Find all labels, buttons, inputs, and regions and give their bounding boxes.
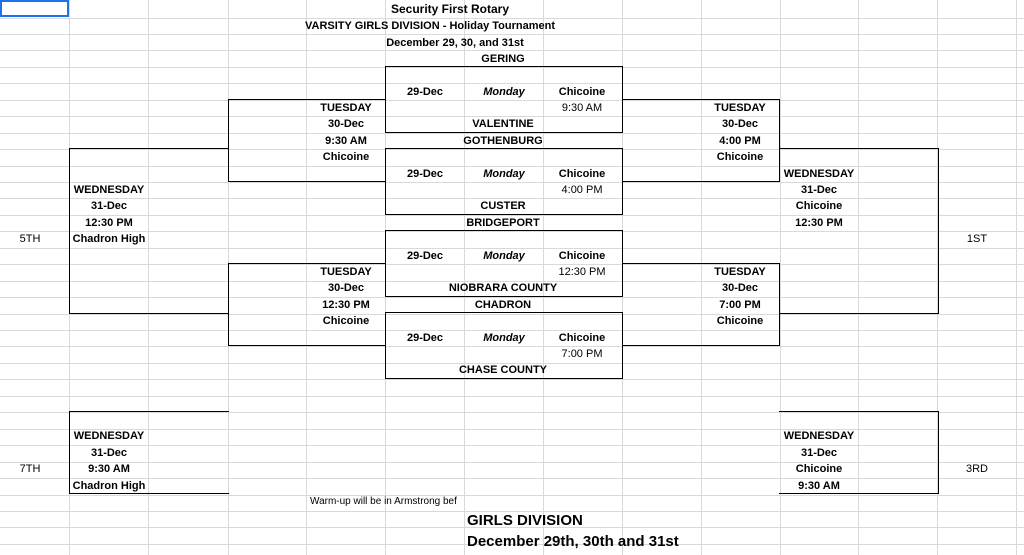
seventh-time: 9:30 AM	[88, 463, 130, 475]
fifth-place-label: 5TH	[19, 233, 41, 245]
semis-rb-site: Chicoine	[716, 315, 764, 327]
game1-time: 9:30 AM	[561, 102, 603, 114]
game3-time: 12:30 PM	[558, 266, 606, 278]
seventh-site: Chadron High	[72, 480, 146, 492]
fifth-place-box	[69, 148, 229, 314]
game4-time: 7:00 PM	[561, 348, 603, 360]
sheet-title: Security First Rotary	[390, 2, 510, 16]
fifth-time: 12:30 PM	[85, 217, 133, 229]
third-date: 31-Dec	[800, 447, 838, 459]
seventh-day: WEDNESDAY	[73, 430, 145, 442]
game2-day: Monday	[483, 168, 525, 180]
third-site: Chicoine	[795, 463, 843, 475]
third-day: WEDNESDAY	[783, 430, 855, 442]
game1-day: Monday	[483, 86, 525, 98]
first-site: Chicoine	[795, 200, 843, 212]
semis-lb-site: Chicoine	[322, 315, 370, 327]
first-day: WEDNESDAY	[783, 168, 855, 180]
game3-day: Monday	[483, 250, 525, 262]
semis-lt-time: 9:30 AM	[325, 135, 367, 147]
game4-date: 29-Dec	[406, 332, 444, 344]
fifth-date: 31-Dec	[90, 200, 128, 212]
semis-lb-date: 30-Dec	[327, 282, 365, 294]
team-gering: GERING	[481, 53, 525, 65]
first-place-label: 1ST	[966, 233, 988, 245]
semis-rb-date: 30-Dec	[721, 282, 759, 294]
semis-rt-date: 30-Dec	[721, 118, 759, 130]
tournament-dates: December 29, 30, and 31st	[386, 37, 524, 49]
warmup-note: Warm-up will be in Armstrong bef	[310, 496, 457, 507]
first-date: 31-Dec	[800, 184, 838, 196]
division-heading: GIRLS DIVISION	[467, 512, 583, 529]
semis-lt-site: Chicoine	[322, 151, 370, 163]
third-time: 9:30 AM	[798, 480, 840, 492]
semis-rt-day: TUESDAY	[714, 102, 766, 114]
game2-site: Chicoine	[558, 168, 606, 180]
team-bridgeport: BRIDGEPORT	[466, 217, 540, 229]
team-chase: CHASE COUNTY	[458, 364, 548, 376]
semis-lb-day: TUESDAY	[320, 266, 372, 278]
fifth-day: WEDNESDAY	[73, 184, 145, 196]
team-gothenburg: GOTHENBURG	[463, 135, 543, 147]
seventh-place-label: 7TH	[19, 463, 41, 475]
game2-date: 29-Dec	[406, 168, 444, 180]
fifth-site: Chadron High	[72, 233, 146, 245]
seventh-date: 31-Dec	[90, 447, 128, 459]
first-time: 12:30 PM	[795, 217, 843, 229]
team-valentine: VALENTINE	[472, 118, 534, 130]
game4-site: Chicoine	[558, 332, 606, 344]
semis-rt-site: Chicoine	[716, 151, 764, 163]
game1-date: 29-Dec	[406, 86, 444, 98]
semis-lt-day: TUESDAY	[320, 102, 372, 114]
game2-time: 4:00 PM	[561, 184, 603, 196]
third-place-label: 3RD	[965, 463, 989, 475]
division-dates: December 29th, 30th and 31st	[467, 533, 679, 550]
team-niobrara: NIOBRARA COUNTY	[448, 282, 558, 294]
team-custer: CUSTER	[480, 200, 526, 212]
sheet-subtitle: VARSITY GIRLS DIVISION - Holiday Tournament	[305, 20, 555, 32]
game4-day: Monday	[483, 332, 525, 344]
selected-cell[interactable]	[0, 0, 69, 17]
semis-rt-time: 4:00 PM	[719, 135, 761, 147]
game1-site: Chicoine	[558, 86, 606, 98]
game3-date: 29-Dec	[406, 250, 444, 262]
semis-lt-date: 30-Dec	[327, 118, 365, 130]
semis-rb-day: TUESDAY	[714, 266, 766, 278]
game3-site: Chicoine	[558, 250, 606, 262]
semis-lb-time: 12:30 PM	[322, 299, 370, 311]
team-chadron: CHADRON	[474, 299, 532, 311]
semis-rb-time: 7:00 PM	[719, 299, 761, 311]
